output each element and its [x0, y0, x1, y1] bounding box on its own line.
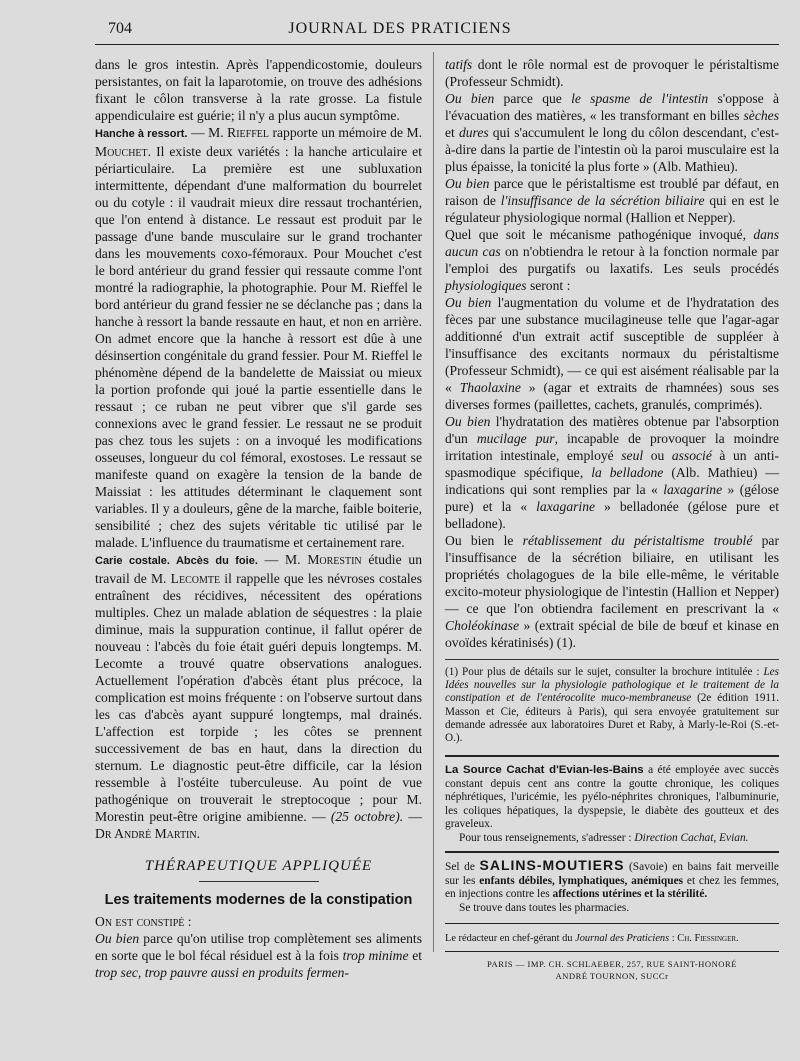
text-span: » belladonée (gélose pure et belladone). — [445, 499, 779, 531]
section-rule — [199, 881, 319, 882]
advertisement-salins — [445, 851, 779, 915]
italic-text: trop sec, trop pauvre aussi en produits fermen- — [95, 965, 349, 980]
paragraph-hanche — [95, 124, 422, 551]
text-span: ou — [643, 448, 672, 463]
text-span: Pour tous renseignements, s'adresser : — [459, 831, 635, 844]
italic-text: dures — [458, 125, 489, 140]
text-span: étudie un travail de M. — [95, 552, 422, 586]
italic-text: Thaolaxine — [459, 380, 521, 395]
paragraph — [445, 56, 779, 90]
italic-text: trop minime — [342, 948, 409, 963]
date: (25 octobre). — [330, 809, 404, 824]
italic-text: rétablissement du péristaltisme troublé — [522, 533, 753, 548]
italic-text: laxagarine — [663, 482, 723, 497]
header-rule — [95, 44, 779, 45]
text-span: à un anti-spasmodique spécifique, — [445, 448, 780, 480]
signature: — Dr André Martin. — [95, 809, 422, 841]
text-span: — M. — [257, 552, 308, 567]
text-span: rapporte un mémoire de M. — [268, 125, 422, 140]
italic-text: physiologiques — [445, 278, 527, 293]
printer-line: PARIS — IMP. CH. SCHLAEBER, 257, RUE SAINT-HONORÉ — [487, 959, 737, 970]
paragraph — [445, 532, 779, 651]
italic-text: dans aucun cas — [445, 227, 779, 259]
italic-text: Journal des Praticiens — [575, 933, 670, 945]
text-span: et — [445, 125, 459, 140]
italic-text: l'insuffisance de la sécrétion biliaire — [500, 193, 705, 208]
italic-text: Ou bien — [445, 91, 495, 106]
text-span: parce qu'on utilise trop complètement ses aliments en sorte que le bol fécal résiduel est à la fois — [95, 931, 423, 963]
column-divider — [433, 52, 434, 952]
text-span: seront : — [526, 278, 571, 293]
footnote — [445, 659, 779, 745]
italic-text: seul — [621, 448, 644, 463]
italic-text: laxagarine — [536, 499, 596, 514]
runin-title: Carie costale. Abcès du foie. — [95, 555, 258, 567]
text-span: Le rédacteur en chef-gérant du — [445, 933, 576, 945]
text-span: (1) Pour plus de détails sur le sujet, consulter la brochure intitulée : — [445, 666, 764, 678]
section-heading: THÉRAPEUTIQUE APPLIQUÉE — [144, 858, 373, 874]
text-span: qui s'accumulent le long du côlon descendant, c'est-à-dire dans la partie de l'intestin où la paroi musculaire est la plus épaisse, la tonicité la plus forte » (Alb. Mathieu). — [445, 125, 779, 174]
page-header — [0, 0, 800, 50]
text-span: . Il existe deux variétés : la hanche articulaire et périarticulaire. La première est une subluxation intermittente, dépendant d'une malformation du bourrelet ou du cotyle : il vaudrait mieux dire ressaut trochantérien, que l'on entend à distance. Le ressaut est produit par le passage d'une bande musculaire sur le grand trochanter dans les mouvements coxo-fémoraux. Pour Mouchet c'est le bord antérieur du grand fessier qui ressaute comme l'ont montré la radiographie, la photographie. Pour M. Rieffel le bord antérieur du grand fessier ne se déclanche pas ; dans la hanche à ressort la bande ressaute en haut, et non en arrière. On admet encore que la hanche à ressort est dûe à une désinsertion congénitale du grand fessier. Pour M. Rieffel le phénomène dépend de la bandelette de Maissiat ou mieux la portion profonde qui joué la partie essentielle dans le ressaut ; ce ruban ne peut vibrer que s'il garde ses connexions avec le grand fessier. Le ressaut ne se produit pas chez tous les sujets : on a invoqué les modifications osseuses, longueur du col fémoral, exostoses. Le ressaut se manifeste quand on exagère la tension de la bande de Maissiat : les attitudes déterminant le claquement sont variables. Il y a douleurs, gêne de la marche, faible boiterie, sensibilité ; chez des sujets véritable tic utilisé par le malade. L'influence du traumatisme et certainement rare. — [95, 144, 422, 550]
text-span: (2e édition 1911. Masson et Cie, éditeurs à Paris), qui sera envoyée gratuitement sur demande adressée aux laboratoires Duret et Raby, à Marly-le-Roi (S.-et-O.). — [445, 692, 779, 745]
author-name: Rieffel — [227, 125, 269, 140]
text-span: par l'insuffisance de la sécrétion biliaire, en utilisant les propriétés cholagogues de la bile elle-même, le véritable excito-moteur physiologique de l'intestin (Hallion et Nepper) — ce que l'on obtiendra facilement en prescrivant la « — [445, 533, 779, 616]
journal-title: JOURNAL DES PRATICIENS — [288, 20, 512, 37]
text-span: » (extrait spécial de bile de bœuf et kinase en ovoïdes kératinisés) (1). — [445, 618, 779, 650]
bold-text: enfants débiles, lymphatiques, anémiques — [479, 874, 684, 887]
author-name: Lecomte — [170, 571, 221, 586]
text-span: Sel de — [445, 861, 480, 874]
paragraph-carie — [95, 551, 422, 842]
paragraph — [445, 294, 779, 413]
editor-line — [445, 923, 779, 952]
italic-text: Ou bien — [445, 414, 491, 429]
text-span: l'augmentation du volume et de l'hydratation des fèces par une substance mucilagineuse telle que l'agar-agar additionné d'un extrait actif susceptible de suppléer à l'insuffisance des excitants normaux du péristaltisme (Professeur Schmidt), — ce qui est aisément réalisable par la « — [445, 295, 779, 395]
advertisement-cachat — [445, 755, 779, 845]
printer-imprint — [445, 958, 779, 982]
italic-text: sèches — [743, 108, 779, 123]
bold-text: affections utérines et la stérilité. — [552, 888, 708, 901]
printer-line: ANDRÉ TOURNON, SUCCr — [555, 971, 669, 982]
text-span: Ou bien le — [445, 533, 523, 548]
text-span: — M. — [187, 125, 228, 140]
editor-name: : Ch. Fiessinger. — [669, 933, 739, 945]
paragraph — [95, 930, 422, 981]
italic-text: Les Idées nouvelles sur la physiologie pathologique et le traitement de la constipation et de l'entérocolite muco-membraneuse — [445, 666, 779, 705]
italic-text: Ou bien — [445, 176, 490, 191]
text-span: qui en est le régulateur physiologique normal (Hallion et Nepper). — [445, 193, 779, 225]
text-span: et chez les femmes, en injections contre les — [445, 874, 779, 901]
italic-text: la belladone — [591, 465, 664, 480]
text-span: parce que le péristaltisme est troublé par défaut, en raison de — [445, 176, 779, 208]
text-span: il rappelle que les névroses costales entraînent des récidives, nécessitent des opérations multiples. Chez un malade ablation de séquestres : la plaie diminue, mais la suppuration continue, il fallut opérer de nouveau : l'abcès du foie était guéri depuis longtemps. M. Lecomte a trouvé quatre observations analogues. Actuellement l'opération d'abcès étant plus précoce, la complication est moins fréquente : on l'observe surtout dans les cas d'abcès ayant suppuré longtemps, mal drainés. L'affection est torpide ; les côtes se prennent successivement de bas en haut, dans la direction du sternum. Le diagnostic peut-être difficile, car la lésion ressemble à l'ostéite tuberculeuse. Au point de vue pathogénique on trouverait le streptocoque ; pour M. Morestin peut-être origine amibienne. — — [95, 571, 423, 824]
paragraph: dans le gros intestin. Après l'appendicostomie, douleurs persistantes, on fait la laparotomie, on trouve des adhésions fixant le côlon transverse à la rate grosse. La fistule appendiculaire est guérie; il n'y a plus aucun symptôme. — [95, 57, 422, 123]
italic-text: Ou bien — [445, 295, 492, 310]
author-name: Morestin — [307, 552, 362, 567]
page-number: 704 — [108, 20, 132, 37]
text-span: on n'obtiendra le retour à la fonction normale par l'emploi des purgatifs ou laxatifs. Les seuls procédés — [445, 244, 779, 276]
italic-text: Ou bien — [95, 931, 140, 946]
text-span: dont le rôle normal est de provoquer le péristaltisme (Professeur Schmidt). — [445, 57, 779, 89]
text-span: (Alb. Mathieu) — indications qui sont remplies par la « — [445, 465, 779, 497]
italic-text: Choléokinase — [445, 618, 519, 633]
text-span: » (agar et extraits de rhamnées) sous ses diverses formes (paillettes, cachets, granulés, comprimés). — [445, 380, 779, 412]
runin-title: Hanche à ressort. — [95, 128, 188, 140]
right-column — [445, 56, 779, 982]
subheading: On est constipé : — [95, 914, 192, 929]
text-span: (Savoie) en bains fait merveille sur les — [445, 861, 779, 887]
italic-text: tatifs — [445, 57, 473, 72]
paragraph — [445, 175, 779, 226]
text-span: parce que — [494, 91, 572, 106]
left-column — [95, 56, 422, 981]
text-span: Quel que soit le mécanisme pathogénique invoqué, — [445, 227, 754, 242]
text-span: s'oppose à l'évacuation des matières, « les transformant en billes — [445, 91, 780, 123]
paragraph — [445, 413, 779, 532]
text-span: a été employée avec succès constant depuis cent ans contre la goutte chronique, les coliques néphrétiques, l'uricémie, les pyélo-néphrites chroniques, l'albuminurie, les coliques hépatiques, la dyspepsie, le diabète des goutteux et des graveleux. — [445, 764, 779, 831]
italic-text: le spasme de l'intestin — [571, 91, 709, 106]
author-name: Mouchet — [95, 144, 148, 159]
ad-brand: SALINS-MOUTIERS — [479, 857, 625, 874]
paragraph — [445, 226, 779, 294]
text-span: , incapable de provoquer la moindre irritation intestinale, employé — [445, 431, 779, 463]
italic-text: Direction Cachat, Evian. — [634, 831, 749, 844]
ad-brand: La Source Cachat d'Evian-les-Bains — [445, 764, 644, 777]
italic-text: associé — [671, 448, 712, 463]
italic-text: mucilage pur — [476, 431, 555, 446]
article-title: Les traitements modernes de la constipation — [104, 892, 413, 908]
ad-contact — [445, 832, 779, 846]
text-span: et — [408, 948, 422, 963]
text-span: l'hydratation des matières obtenue par l'absorption d'un — [445, 414, 779, 446]
paragraph — [445, 90, 779, 175]
text-span: » (gélose pure) et la « — [445, 482, 779, 514]
ad-availability: Se trouve dans toutes les pharmacies. — [459, 901, 630, 914]
